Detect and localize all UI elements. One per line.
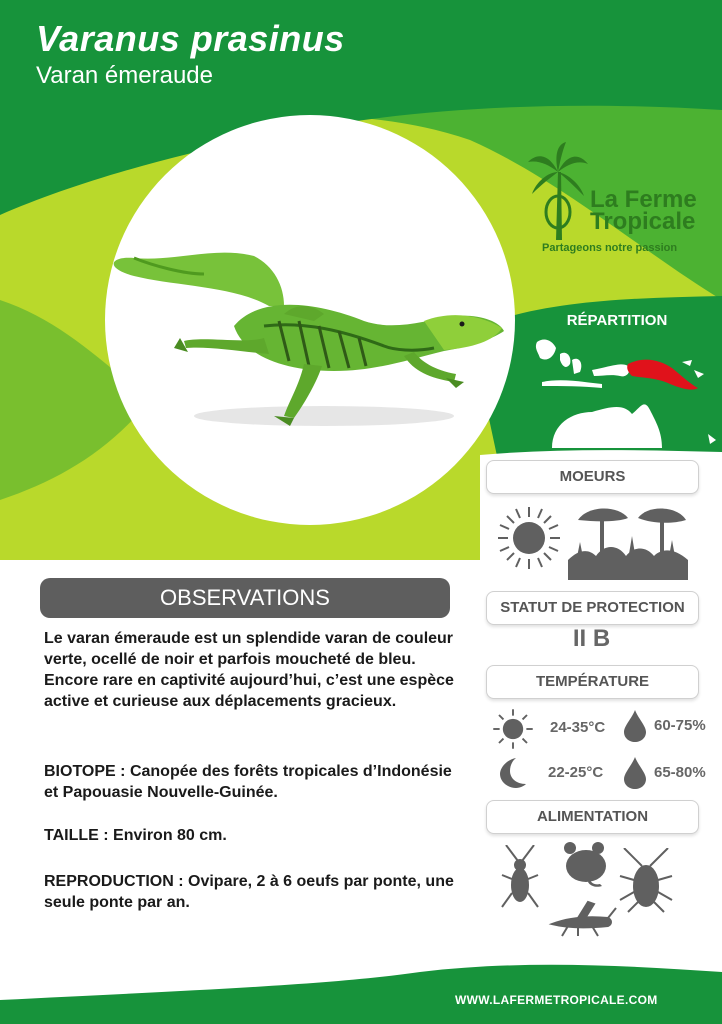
- sun-icon: [496, 505, 562, 571]
- cockroach-icon: [618, 848, 674, 914]
- logo-tagline: Partageons notre passion: [542, 242, 678, 254]
- taille-text: Environ 80 cm.: [108, 827, 227, 844]
- reproduction-text: Ovipare, 2 à 6 oeufs par ponte, une seule ponte par an.: [44, 873, 454, 911]
- website-link[interactable]: WWW.LAFERMETROPICALE.COM: [455, 993, 658, 1007]
- night-humidity: 65-80%: [654, 764, 706, 781]
- logo-text-line2: Tropicale: [590, 208, 696, 235]
- taille-paragraph: [44, 825, 464, 846]
- water-drop-icon: [624, 710, 646, 742]
- night-temperature: 22-25°C: [548, 764, 604, 781]
- statut-value: II B: [572, 625, 611, 652]
- logo-text-line1: La Ferme: [590, 186, 697, 213]
- emerald-monitor-lizard-photo: [94, 116, 524, 526]
- new-guinea-map-icon: [532, 332, 722, 448]
- water-drop-icon: [624, 757, 646, 789]
- observations-description: Le varan émeraude est un splendide varan de couleur verte, ocellé de noir et parfois moucheté de bleu. Encore rare en captivité aujourd’hui, c’est une espèce active et curieuse aux déplacements gracieux.: [44, 630, 454, 710]
- biotope-label: BIOTOPE :: [44, 763, 126, 780]
- temperature-label: TEMPÉRATURE: [486, 665, 699, 699]
- statut-label: STATUT DE PROTECTION: [486, 591, 699, 625]
- mouse-icon: [558, 838, 612, 888]
- observations-title: OBSERVATIONS: [40, 578, 450, 618]
- taille-label: TAILLE :: [44, 827, 109, 844]
- cricket-icon: [500, 845, 540, 915]
- day-humidity: 60-75%: [654, 717, 706, 734]
- grasshopper-icon: [548, 898, 618, 938]
- page-title: Varanus prasinus: [36, 18, 345, 59]
- biotope-text: Canopée des forêts tropicales d’Indonésie et Papouasie Nouvelle-Guinée.: [44, 763, 452, 801]
- repartition-label: RÉPARTITION: [566, 312, 668, 329]
- reproduction-paragraph: [44, 871, 464, 913]
- palm-tree-logo-icon: [528, 142, 588, 242]
- moon-icon: [498, 758, 526, 788]
- day-temperature: 24-35°C: [550, 719, 606, 736]
- page-subtitle: Varan émeraude: [36, 62, 213, 89]
- la-ferme-tropicale-logo: [520, 142, 710, 262]
- day-sun-icon: [492, 708, 534, 750]
- biotope-paragraph: [44, 761, 464, 803]
- alimentation-label: ALIMENTATION: [486, 800, 699, 834]
- forest-canopy-icon: [568, 500, 688, 580]
- reproduction-label: REPRODUCTION :: [44, 873, 184, 890]
- moeurs-label: MOEURS: [486, 460, 699, 494]
